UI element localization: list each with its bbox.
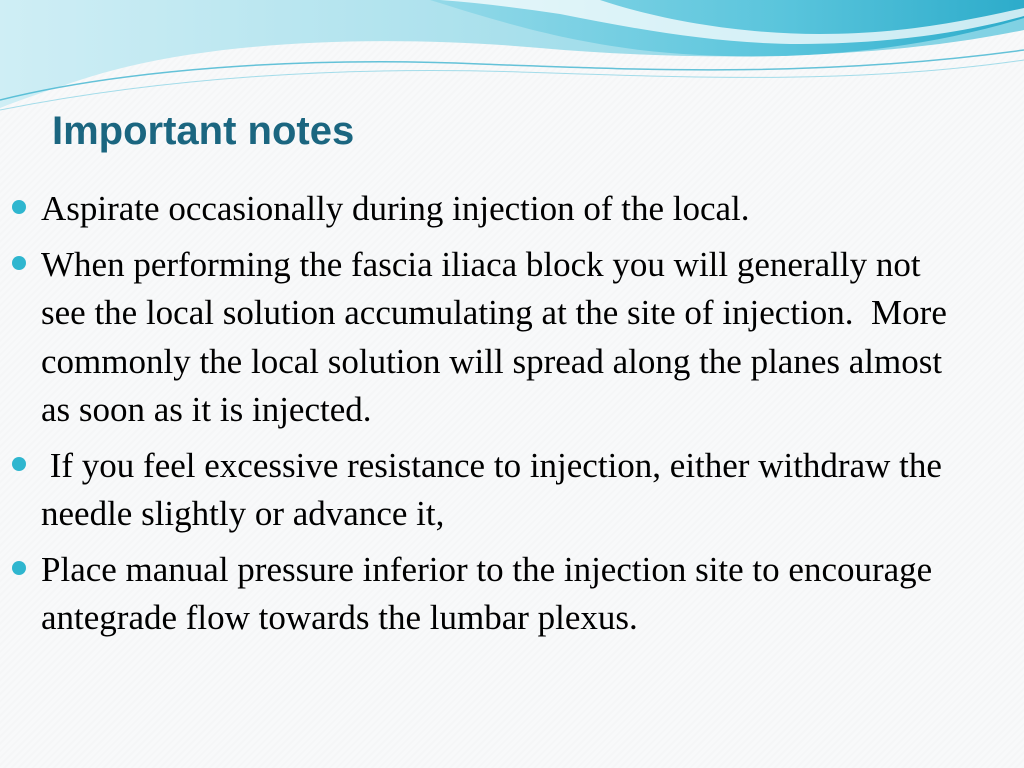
bullet-item: [12, 241, 972, 435]
bullet-text: If you feel excessive resistance to injection, either withdraw the needle slightly or advance it,: [41, 445, 951, 533]
bullet-item: [12, 442, 972, 539]
bullet-dot-icon: [12, 200, 26, 214]
slide-title: Important notes: [52, 109, 355, 153]
bullet-text: Aspirate occasionally during injection of the local.: [41, 189, 750, 228]
bullet-list: [12, 185, 972, 650]
bullet-dot-icon: [12, 457, 26, 471]
bullet-item: [12, 185, 972, 234]
wave-thin-line-2: [0, 60, 1024, 110]
bullet-text: Place manual pressure inferior to the injection site to encourage antegrade flow towards the lumbar plexus.: [41, 549, 941, 637]
bullet-dot-icon: [12, 561, 26, 575]
bullet-text: When performing the fascia iliaca block you will generally not see the local solution accumulating at the site of injection. More commonly the local solution will spread along the planes almost as soon as it is injected.: [41, 244, 956, 429]
bullet-item: [12, 546, 972, 643]
bullet-dot-icon: [12, 256, 26, 270]
